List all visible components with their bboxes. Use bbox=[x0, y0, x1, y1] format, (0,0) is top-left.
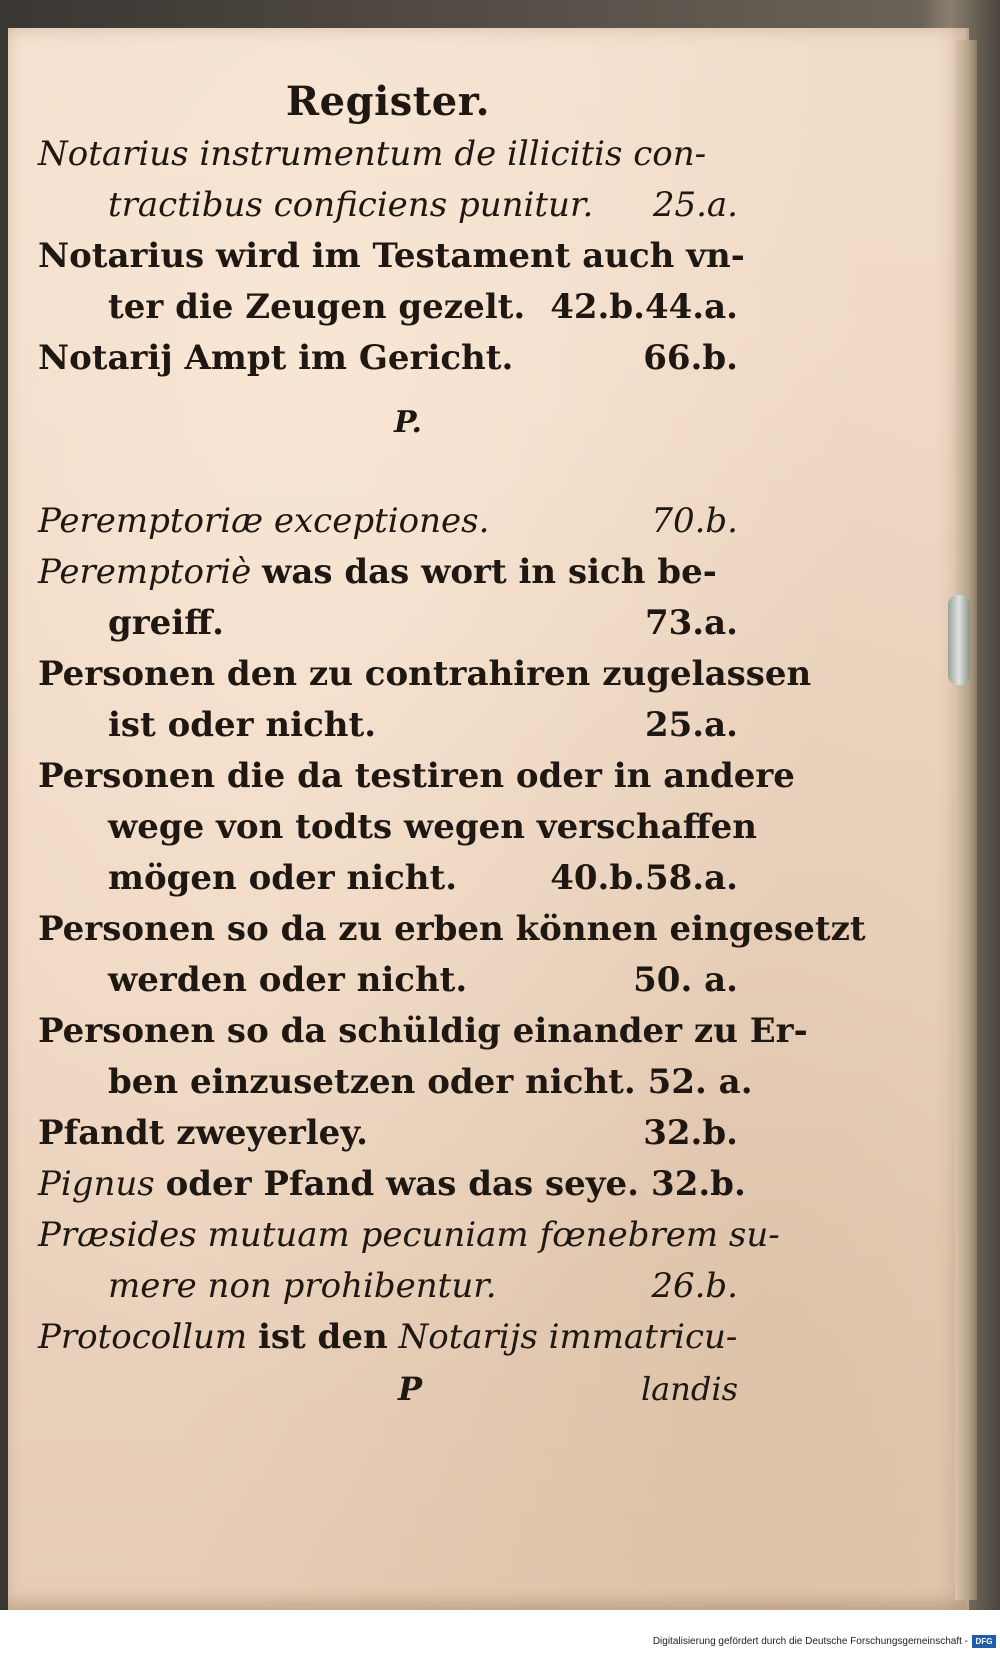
dfg-logo: DFG bbox=[972, 1635, 996, 1648]
page-reference: 66.b. bbox=[643, 338, 738, 378]
signature-mark: P bbox=[398, 1370, 423, 1408]
page-reference: 42.b.44.a. bbox=[550, 287, 738, 327]
entry-text: Notarius instrumentum de illicitis con- bbox=[38, 134, 707, 174]
entry-text: Notarius wird im Testament auch vn- bbox=[38, 236, 745, 276]
entry-text: wege von todts wegen verschaffen bbox=[108, 807, 757, 847]
page-reference: 25.a. bbox=[644, 705, 738, 745]
book-clasp bbox=[948, 595, 970, 685]
register-entry bbox=[38, 904, 866, 1006]
page-heading: Register. bbox=[285, 78, 491, 125]
entry-latin-term: Protocollum bbox=[38, 1317, 248, 1357]
entry-text: mögen oder nicht. bbox=[108, 858, 458, 898]
page-reference: 50. a. bbox=[633, 960, 738, 1000]
entry-latin-term: Notarijs immatricu- bbox=[398, 1317, 738, 1357]
entry-text: oder Pfand was das seye. bbox=[165, 1164, 640, 1204]
entry-text: ist oder nicht. bbox=[108, 705, 377, 745]
page-reference: 73.a. bbox=[644, 603, 738, 643]
register-entry bbox=[38, 333, 738, 384]
entry-text: tractibus conficiens punitur. bbox=[108, 185, 594, 225]
entry-text: Notarij Ampt im Gericht. bbox=[38, 338, 514, 378]
register-entry bbox=[38, 129, 738, 231]
entry-text: werden oder nicht. bbox=[108, 960, 468, 1000]
entry-text: greiff. bbox=[108, 603, 224, 643]
register-entry bbox=[38, 231, 745, 333]
entry-latin-term: Peremptoriè bbox=[38, 552, 252, 592]
entry-text: Personen so da zu erben können eingesetzt bbox=[38, 909, 866, 949]
catchword: landis bbox=[640, 1370, 738, 1408]
page-reference: 70.b. bbox=[651, 501, 738, 541]
register-entry bbox=[38, 547, 738, 649]
entry-text: Personen so da schüldig einander zu Er- bbox=[38, 1011, 808, 1051]
entry-text: Personen den zu contrahiren zugelassen bbox=[38, 654, 812, 694]
register-text bbox=[38, 78, 866, 1415]
entry-text: Pfandt zweyerley. bbox=[38, 1113, 369, 1153]
page-reference: 32.b. bbox=[651, 1164, 746, 1204]
register-entry bbox=[38, 1312, 738, 1363]
register-entry bbox=[38, 1108, 738, 1159]
register-entry bbox=[38, 649, 812, 751]
page-reference: 25.a. bbox=[652, 185, 738, 225]
register-entry bbox=[38, 496, 738, 547]
funding-credit: Digitalisierung gefördert durch die Deutsche Forschungsgemeinschaft - bbox=[652, 1636, 968, 1647]
page-reference: 40.b.58.a. bbox=[550, 858, 738, 898]
register-entry bbox=[38, 1210, 780, 1312]
entry-latin-term: Pignus bbox=[38, 1164, 155, 1204]
entry-text: ter die Zeugen gezelt. bbox=[108, 287, 526, 327]
entry-text: Peremptoriæ exceptiones. bbox=[38, 501, 490, 541]
entry-text: Personen die da testiren oder in andere bbox=[38, 756, 795, 796]
register-entry bbox=[38, 1006, 808, 1108]
register-entry bbox=[38, 751, 795, 904]
section-letter: P. bbox=[393, 405, 423, 440]
entry-text: mere non prohibentur. bbox=[108, 1266, 497, 1306]
page-reference: 52. a. bbox=[647, 1062, 753, 1102]
catchword-line bbox=[38, 1363, 738, 1415]
page-reference: 26.b. bbox=[651, 1266, 738, 1306]
entry-text: Præsides mutuam pecuniam fœnebrem su- bbox=[38, 1215, 780, 1255]
page-reference: 32.b. bbox=[643, 1113, 738, 1153]
entry-text: was das wort in sich be- bbox=[262, 552, 717, 592]
register-entry bbox=[38, 1159, 746, 1210]
entry-text: ist den bbox=[257, 1317, 388, 1357]
entry-text: ben einzusetzen oder nicht. bbox=[108, 1062, 636, 1102]
page-edge-strip bbox=[955, 40, 977, 1600]
